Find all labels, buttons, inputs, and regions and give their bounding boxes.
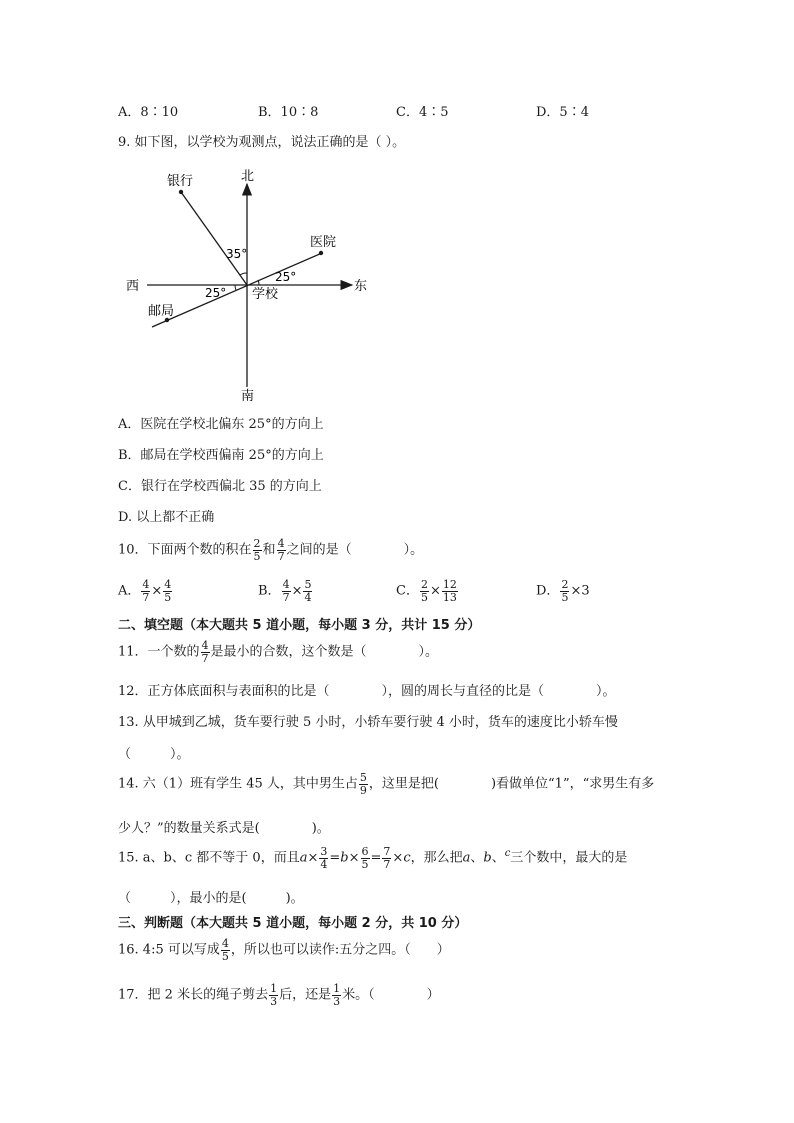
- q10-b-op: ×: [291, 583, 303, 599]
- var-b: b: [483, 850, 492, 866]
- times: ×: [307, 850, 319, 866]
- label-bank: 银行: [167, 174, 194, 189]
- angle-arc-bank: [240, 273, 247, 275]
- num: 4: [201, 639, 209, 652]
- den: 7: [201, 651, 209, 665]
- times: ×: [392, 850, 404, 866]
- q10-a-label: A．: [118, 583, 141, 599]
- q15-frac1: [319, 846, 328, 870]
- q9-option-a: A．医院在学校北偏东 25°的方向上: [118, 417, 324, 432]
- direction-diagram: [0, 0, 794, 420]
- q10-c-op: ×: [429, 583, 441, 599]
- q10-f1-den: 5: [253, 549, 261, 563]
- equals: =: [329, 850, 341, 866]
- den: 3: [333, 994, 341, 1008]
- q10-c-label: C．: [396, 583, 419, 599]
- label-post-office: 邮局: [148, 304, 175, 319]
- q17-mid: 后，还是: [279, 987, 332, 1003]
- q10-f1-num: 2: [253, 537, 261, 550]
- angle-label-hospital: 25°: [275, 270, 297, 284]
- q12: 12．正方体底面积与表面积的比是（ ），圆的周长与直径的比是（ ）。: [118, 684, 616, 699]
- q10-option-d: [536, 579, 590, 603]
- times: ×: [348, 850, 360, 866]
- q15-post: ，那么把: [410, 850, 463, 866]
- var-c: c: [504, 848, 511, 860]
- den: 5: [420, 590, 428, 604]
- section-judgment-heading: 三、判断题（本大题共 5 道小题，每小题 2 分，共 10 分）: [118, 916, 468, 931]
- q9-stem: 9. 如下图，以学校为观测点，说法正确的是（ ）。: [118, 135, 406, 150]
- q10-b-frac1: [282, 579, 291, 603]
- q11: [118, 640, 438, 664]
- q9-option-b: B．邮局在学校西偏南 25°的方向上: [118, 448, 324, 463]
- label-west: 西: [126, 279, 140, 294]
- var-b: b: [340, 850, 349, 866]
- den: 5: [164, 590, 172, 604]
- q10-stem: [118, 538, 423, 562]
- hospital-post-line: [152, 253, 322, 327]
- q8-option-c: C．4∶5: [396, 105, 449, 120]
- num: 4: [282, 578, 290, 591]
- den: 5: [361, 857, 369, 871]
- q10-fraction-2: [277, 538, 286, 562]
- q15-frac3: [382, 846, 391, 870]
- q14-line1: [118, 772, 654, 796]
- sep: 、: [470, 850, 484, 866]
- den: 7: [142, 590, 150, 604]
- q10-option-a: [118, 579, 173, 603]
- num: 2: [420, 578, 428, 591]
- q10-b-frac2: [303, 579, 312, 603]
- q8-option-a: A．8∶10: [118, 105, 179, 120]
- q14-fraction: [359, 772, 368, 796]
- label-hospital: 医院: [310, 235, 337, 250]
- var-a: a: [462, 850, 471, 866]
- q10-a-frac1: [141, 579, 150, 603]
- q9-option-c: C．银行在学校西偏北 35 的方向上: [118, 479, 322, 494]
- q11-pre: 11．一个数的: [118, 644, 200, 660]
- q17-fraction-2: [332, 983, 341, 1007]
- angle-arc-post: [235, 285, 236, 290]
- num: 6: [361, 845, 369, 858]
- den: 4: [320, 857, 328, 871]
- equals: =: [370, 850, 382, 866]
- q17-fraction-1: [269, 983, 278, 1007]
- q16-post: ，所以也可以读作:五分之四。（ ）: [230, 942, 450, 958]
- q10-a-frac2: [163, 579, 172, 603]
- den: 5: [221, 949, 229, 963]
- q17-post: 米。（ ）: [342, 987, 440, 1003]
- bank-point: [179, 190, 183, 194]
- q10-b-label: B．: [258, 583, 281, 599]
- q9-option-d: D. 以上都不正确: [118, 510, 215, 525]
- num: 4: [164, 578, 172, 591]
- q17-pre: 17．把 2 米长的绳子剪去: [118, 987, 269, 1003]
- num: 5: [304, 578, 312, 591]
- den: 7: [282, 590, 290, 604]
- q15-frac2: [361, 846, 370, 870]
- num: 3: [320, 845, 328, 858]
- q10-pre: 10．下面两个数的积在: [118, 542, 252, 558]
- q15-pre: 15. a、b、c 都不等于 0，而且: [118, 850, 300, 866]
- q10-d-label: D．: [536, 583, 560, 599]
- num: 4: [142, 578, 150, 591]
- den: 4: [304, 590, 312, 604]
- angle-label-post: 25°: [205, 286, 227, 300]
- den: 5: [561, 590, 569, 604]
- q10-f2-den: 7: [277, 549, 285, 563]
- den: 9: [359, 783, 367, 797]
- label-north: 北: [241, 169, 255, 184]
- label-south: 南: [241, 389, 255, 404]
- q13-line1: 13. 从甲城到乙城，货车要行驶 5 小时，小轿车要行驶 4 小时，货车的速度比小轿车慢: [118, 715, 618, 730]
- q10-a-op: ×: [151, 583, 163, 599]
- q13-line2: （ ）。: [118, 747, 190, 762]
- den: 13: [442, 590, 457, 604]
- num: 1: [333, 982, 341, 995]
- num: 5: [359, 771, 367, 784]
- num: 7: [383, 845, 391, 858]
- var-a: a: [299, 850, 308, 866]
- bank-ray: [181, 192, 247, 285]
- q8-option-d: D．5∶4: [536, 105, 589, 120]
- q17: [118, 983, 440, 1007]
- q11-post: 是最小的合数，这个数是（ ）。: [210, 644, 439, 660]
- den: 7: [383, 857, 391, 871]
- q10-mid: 和: [262, 542, 276, 558]
- q14-line2: 少人？”的数量关系式是( )。: [118, 821, 330, 836]
- label-east: 东: [354, 279, 368, 294]
- angle-label-bank: 35°: [226, 247, 248, 261]
- var-c: c: [403, 850, 411, 866]
- q10-fraction-1: [253, 538, 262, 562]
- q16-pre: 16. 4:5 可以写成: [118, 942, 220, 958]
- q11-fraction: [201, 640, 210, 664]
- hospital-point: [319, 251, 323, 255]
- q10-d-op: ×3: [570, 583, 590, 599]
- q14-post: ，这里是把( )看做单位“1”，“求男生有多: [368, 776, 655, 792]
- q15-line2: （ ），最小的是( )。: [118, 891, 304, 906]
- q10-option-c: [396, 579, 459, 603]
- num: 4: [221, 937, 229, 950]
- q10-option-b: [258, 579, 313, 603]
- num: 12: [442, 578, 457, 591]
- q14-pre: 14. 六（1）班有学生 45 人，其中男生占: [118, 776, 358, 792]
- den: 3: [270, 994, 278, 1008]
- q16: [118, 938, 450, 962]
- q16-fraction: [221, 938, 230, 962]
- label-school: 学校: [252, 287, 279, 302]
- q10-f2-num: 4: [277, 537, 285, 550]
- num: 2: [561, 578, 569, 591]
- q10-c-frac2: [442, 579, 458, 603]
- q10-d-frac1: [560, 579, 569, 603]
- section-fill-in-heading: 二、填空题（本大题共 5 道小题，每小题 3 分，共计 15 分）: [118, 618, 481, 633]
- q15-tail: 三个数中，最大的是: [510, 850, 628, 866]
- q15-line1: [118, 846, 627, 870]
- sep: 、: [491, 850, 505, 866]
- q10-post: 之间的是（ ）。: [286, 542, 424, 558]
- q10-c-frac1: [420, 579, 429, 603]
- q8-option-b: B．10∶8: [258, 105, 319, 120]
- num: 1: [270, 982, 278, 995]
